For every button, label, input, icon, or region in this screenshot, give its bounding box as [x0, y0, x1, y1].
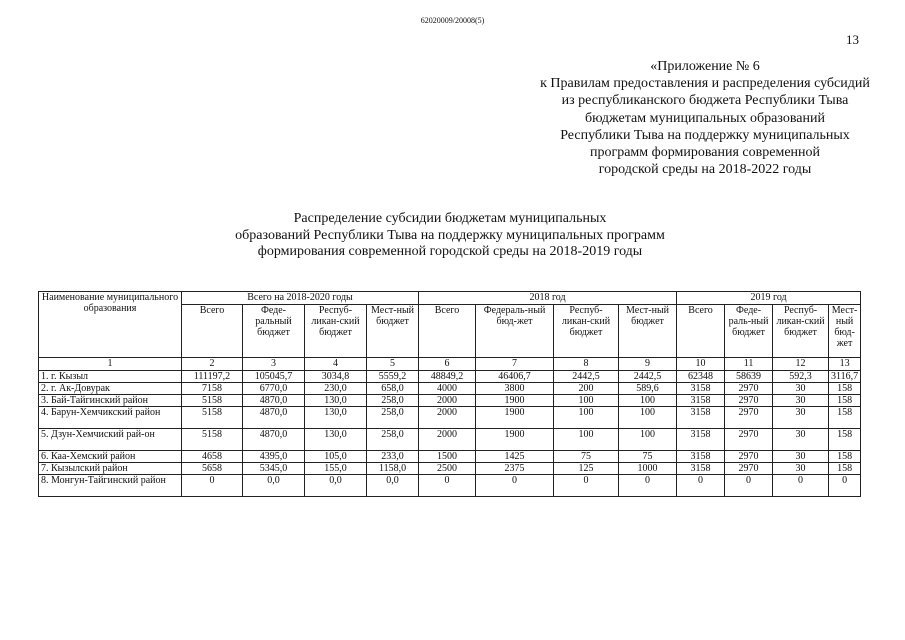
- column-subheader: Феде-раль-ный бюджет: [725, 305, 773, 358]
- amount-cell: 2442,5: [619, 371, 677, 383]
- amount-cell: 233,0: [367, 451, 419, 463]
- amount-cell: 1500: [419, 451, 476, 463]
- municipality-name: 3. Бай-Тайгинский район: [39, 395, 182, 407]
- column-subheader: Респуб-ликан-ский бюджет: [305, 305, 367, 358]
- column-number: 6: [419, 358, 476, 371]
- amount-cell: 4870,0: [243, 407, 305, 429]
- appendix-line: «Приложение № 6: [650, 59, 760, 74]
- table-row: [39, 407, 861, 429]
- amount-cell: 0: [419, 475, 476, 497]
- column-subheader: Мест-ный бюджет: [619, 305, 677, 358]
- amount-cell: 4000: [419, 383, 476, 395]
- amount-cell: 7158: [182, 383, 243, 395]
- group-header: 2019 год: [677, 292, 861, 305]
- amount-cell: 158: [829, 429, 861, 451]
- amount-cell: 75: [554, 451, 619, 463]
- title-line: Распределение субсидии бюджетам муниципальных: [293, 211, 607, 226]
- amount-cell: 0: [554, 475, 619, 497]
- municipality-name: 7. Кызылский район: [39, 463, 182, 475]
- amount-cell: 1158,0: [367, 463, 419, 475]
- amount-cell: 158: [829, 463, 861, 475]
- amount-cell: 658,0: [367, 383, 419, 395]
- appendix-line: бюджетам муниципальных образований: [585, 110, 825, 126]
- column-number: 9: [619, 358, 677, 371]
- amount-cell: 0: [476, 475, 554, 497]
- municipality-name: 2. г. Ак-Довурак: [39, 383, 182, 395]
- amount-cell: 3158: [677, 407, 725, 429]
- column-subheader: Всего: [419, 305, 476, 358]
- table-row: [39, 429, 861, 451]
- amount-cell: 200: [554, 383, 619, 395]
- group-header: 2018 год: [419, 292, 677, 305]
- title-line: формирования современной городской среды на 2018-2019 годы: [257, 244, 643, 259]
- amount-cell: 3158: [677, 383, 725, 395]
- amount-cell: 3158: [677, 429, 725, 451]
- amount-cell: 592,3: [773, 371, 829, 383]
- amount-cell: 2000: [419, 407, 476, 429]
- amount-cell: 48849,2: [419, 371, 476, 383]
- amount-cell: 30: [773, 395, 829, 407]
- amount-cell: 30: [773, 429, 829, 451]
- amount-cell: 5158: [182, 395, 243, 407]
- amount-cell: 0: [773, 475, 829, 497]
- column-number: 2: [182, 358, 243, 371]
- subsidy-distribution-table: [38, 291, 861, 497]
- column-number: 4: [305, 358, 367, 371]
- table-header-row: [39, 292, 861, 305]
- amount-cell: 130,0: [305, 429, 367, 451]
- amount-cell: 0,0: [243, 475, 305, 497]
- table-row: [39, 463, 861, 475]
- column-number: 12: [773, 358, 829, 371]
- amount-cell: 158: [829, 395, 861, 407]
- amount-cell: 158: [829, 383, 861, 395]
- column-subheader: Респуб-ликан-ский бюджет: [554, 305, 619, 358]
- column-number: 3: [243, 358, 305, 371]
- amount-cell: 2375: [476, 463, 554, 475]
- amount-cell: 589,6: [619, 383, 677, 395]
- amount-cell: 125: [554, 463, 619, 475]
- appendix-line: Республики Тыва на поддержку муниципальных: [560, 127, 850, 143]
- amount-cell: 3158: [677, 463, 725, 475]
- amount-cell: 2000: [419, 429, 476, 451]
- amount-cell: 258,0: [367, 429, 419, 451]
- table-row: [39, 371, 861, 383]
- municipality-name: 5. Дзун-Хемчиский рай-он: [39, 429, 182, 451]
- amount-cell: 2970: [725, 451, 773, 463]
- column-number: 5: [367, 358, 419, 371]
- amount-cell: 46406,7: [476, 371, 554, 383]
- amount-cell: 0: [619, 475, 677, 497]
- amount-cell: 5158: [182, 407, 243, 429]
- column-subheader: Мест-ный бюджет: [367, 305, 419, 358]
- amount-cell: 2970: [725, 463, 773, 475]
- amount-cell: 2970: [725, 395, 773, 407]
- amount-cell: 111197,2: [182, 371, 243, 383]
- appendix-line: программ формирования современной: [589, 145, 821, 161]
- amount-cell: 3800: [476, 383, 554, 395]
- amount-cell: 30: [773, 383, 829, 395]
- amount-cell: 100: [619, 395, 677, 407]
- appendix-header: [520, 58, 890, 178]
- column-subheader: Всего: [677, 305, 725, 358]
- amount-cell: 100: [554, 429, 619, 451]
- amount-cell: 58639: [725, 371, 773, 383]
- amount-cell: 2000: [419, 395, 476, 407]
- name-column-header: Наименование муниципального образования: [39, 292, 182, 358]
- amount-cell: 130,0: [305, 395, 367, 407]
- appendix-line: городской среды на 2018-2022 годы: [598, 162, 812, 178]
- municipality-name: 4. Барун-Хемчикский район: [39, 407, 182, 429]
- appendix-line: к Правилам предоставления и распределения субсидий: [540, 76, 870, 92]
- amount-cell: 105,0: [305, 451, 367, 463]
- column-number: 7: [476, 358, 554, 371]
- amount-cell: 258,0: [367, 407, 419, 429]
- amount-cell: 100: [554, 407, 619, 429]
- amount-cell: 1900: [476, 395, 554, 407]
- amount-cell: 5559,2: [367, 371, 419, 383]
- amount-cell: 62348: [677, 371, 725, 383]
- amount-cell: 1900: [476, 407, 554, 429]
- column-number: 13: [829, 358, 861, 371]
- amount-cell: 3158: [677, 451, 725, 463]
- amount-cell: 2970: [725, 429, 773, 451]
- amount-cell: 0: [829, 475, 861, 497]
- amount-cell: 0: [182, 475, 243, 497]
- amount-cell: 1000: [619, 463, 677, 475]
- amount-cell: 30: [773, 407, 829, 429]
- column-subheader: Федераль-ный бюд-жет: [476, 305, 554, 358]
- amount-cell: 3034,8: [305, 371, 367, 383]
- title-line: образований Республики Тыва на поддержку муниципальных программ: [235, 227, 665, 243]
- column-subheader: Респуб-ликан-ский бюджет: [773, 305, 829, 358]
- page-number: 13: [846, 32, 859, 47]
- appendix-line: из республиканского бюджета Республики Тыва: [561, 93, 849, 109]
- amount-cell: 2500: [419, 463, 476, 475]
- amount-cell: 4658: [182, 451, 243, 463]
- municipality-name: 1. г. Кызыл: [39, 371, 182, 383]
- amount-cell: 75: [619, 451, 677, 463]
- amount-cell: 158: [829, 407, 861, 429]
- amount-cell: 5158: [182, 429, 243, 451]
- amount-cell: 130,0: [305, 407, 367, 429]
- amount-cell: 105045,7: [243, 371, 305, 383]
- table-row: [39, 395, 861, 407]
- column-subheader: Феде-ральный бюджет: [243, 305, 305, 358]
- amount-cell: 30: [773, 463, 829, 475]
- amount-cell: 100: [619, 429, 677, 451]
- amount-cell: 5658: [182, 463, 243, 475]
- column-subheader: Всего: [182, 305, 243, 358]
- table-row: [39, 451, 861, 463]
- amount-cell: 0,0: [305, 475, 367, 497]
- amount-cell: 5345,0: [243, 463, 305, 475]
- amount-cell: 0: [677, 475, 725, 497]
- amount-cell: 4870,0: [243, 429, 305, 451]
- municipality-name: 8. Монгун-Тайгинский район: [39, 475, 182, 497]
- amount-cell: 30: [773, 451, 829, 463]
- amount-cell: 258,0: [367, 395, 419, 407]
- amount-cell: 158: [829, 451, 861, 463]
- municipality-name: 6. Каа-Хемский район: [39, 451, 182, 463]
- column-number: 8: [554, 358, 619, 371]
- document-number: 62020009/20008(5): [420, 16, 485, 25]
- amount-cell: 2970: [725, 383, 773, 395]
- column-subheader: Мест-ный бюд-жет: [829, 305, 861, 358]
- amount-cell: 4870,0: [243, 395, 305, 407]
- column-number: 10: [677, 358, 725, 371]
- table-row: [39, 383, 861, 395]
- amount-cell: 1900: [476, 429, 554, 451]
- amount-cell: 100: [554, 395, 619, 407]
- amount-cell: 2442,5: [554, 371, 619, 383]
- amount-cell: 3116,7: [829, 371, 861, 383]
- column-number: 11: [725, 358, 773, 371]
- document-title: [180, 211, 720, 261]
- amount-cell: 155,0: [305, 463, 367, 475]
- amount-cell: 0,0: [367, 475, 419, 497]
- amount-cell: 3158: [677, 395, 725, 407]
- amount-cell: 4395,0: [243, 451, 305, 463]
- column-number-row: [39, 358, 861, 371]
- amount-cell: 230,0: [305, 383, 367, 395]
- amount-cell: 0: [725, 475, 773, 497]
- amount-cell: 6770,0: [243, 383, 305, 395]
- table-row: [39, 475, 861, 497]
- group-header: Всего на 2018-2020 годы: [182, 292, 419, 305]
- column-number: 1: [39, 358, 182, 371]
- amount-cell: 100: [619, 407, 677, 429]
- amount-cell: 2970: [725, 407, 773, 429]
- amount-cell: 1425: [476, 451, 554, 463]
